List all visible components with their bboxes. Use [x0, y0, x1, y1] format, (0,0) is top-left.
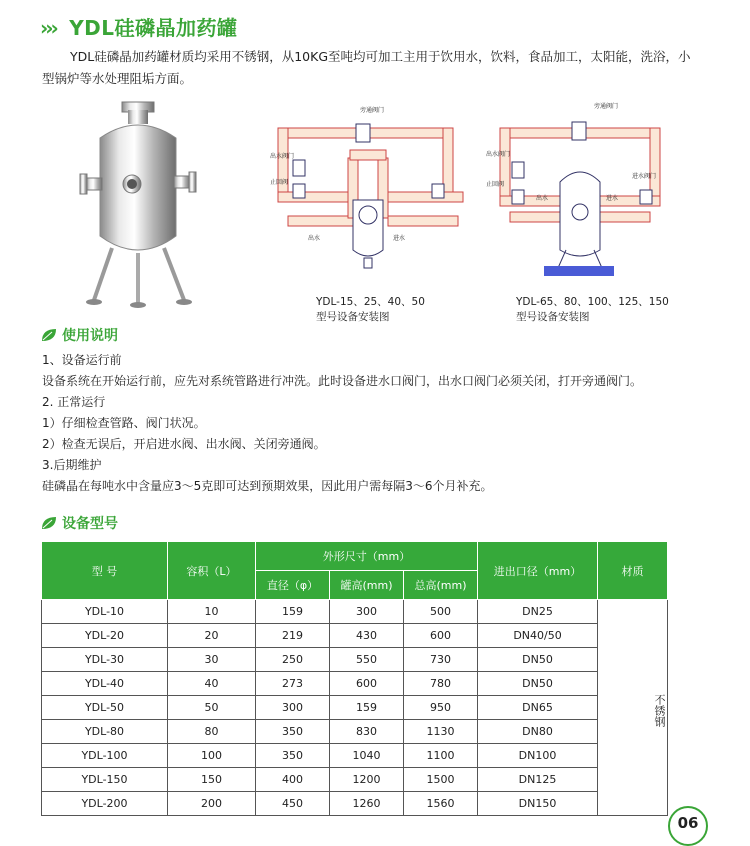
cell-port: DN25 [478, 600, 598, 624]
page-title [40, 12, 238, 41]
diagram2-label-outlet: 出水阀门 [486, 151, 511, 158]
usage-line-4: 1）仔细检查管路、阀门状况。 [42, 416, 206, 430]
table-row [42, 768, 668, 792]
diagram1-label-out: 出水 [308, 235, 321, 242]
header-material: 材质 [598, 542, 668, 600]
models-table [41, 541, 668, 816]
cell-tank-height: 300 [330, 600, 404, 624]
cell-tank-height: 159 [330, 696, 404, 720]
cell-port: DN80 [478, 720, 598, 744]
cell-volume: 40 [168, 672, 256, 696]
cell-tank-height: 430 [330, 624, 404, 648]
cell-port: DN125 [478, 768, 598, 792]
page-number: 06 [668, 806, 708, 846]
diagram2-label-bypass: 旁通阀门 [594, 103, 619, 110]
cell-volume: 50 [168, 696, 256, 720]
cell-model: YDL-30 [42, 648, 168, 672]
diagram2-caption-models: YDL-65、80、100、125、150 [516, 296, 669, 308]
installation-diagram-small [268, 100, 468, 280]
usage-heading [40, 325, 118, 345]
cell-tank-height: 1040 [330, 744, 404, 768]
header-port: 进出口径（mm） [478, 542, 598, 600]
diagram1-label-outlet: 出水阀门 [270, 153, 295, 160]
table-row [42, 672, 668, 696]
cell-volume: 20 [168, 624, 256, 648]
usage-heading-text: 使用说明 [62, 328, 118, 344]
diagram1-caption-text: 型号设备安装图 [316, 311, 390, 323]
cell-volume: 150 [168, 768, 256, 792]
leaf-icon [40, 327, 58, 343]
header-tank-height: 罐高(mm) [330, 571, 404, 600]
header-volume: 容积（L） [168, 542, 256, 600]
cell-port: DN50 [478, 648, 598, 672]
table-row [42, 720, 668, 744]
cell-total-height: 1130 [404, 720, 478, 744]
diagram2-caption [516, 295, 669, 325]
cell-total-height: 1560 [404, 792, 478, 816]
cell-volume: 30 [168, 648, 256, 672]
cell-model: YDL-200 [42, 792, 168, 816]
header-model: 型 号 [42, 542, 168, 600]
cell-diameter: 273 [256, 672, 330, 696]
cell-tank-height: 550 [330, 648, 404, 672]
leaf-icon [40, 515, 58, 531]
cell-material: 不锈钢 [598, 600, 668, 816]
usage-line-6: 3.后期维护 [42, 458, 102, 472]
diagram2-caption-text: 型号设备安装图 [516, 311, 590, 323]
usage-line-7: 硅磷晶在每吨水中含量应3～5克即可达到预期效果，因此用户需每隔3～6个月补充。 [42, 479, 493, 493]
diagram2-label-out: 出水 [536, 195, 549, 202]
cell-diameter: 350 [256, 744, 330, 768]
diagram2-label-inlet-valve: 进水阀门 [632, 173, 657, 180]
diagram2-label-in: 进水 [606, 195, 619, 202]
cell-total-height: 1100 [404, 744, 478, 768]
header-dimensions: 外形尺寸（mm） [256, 542, 478, 571]
cell-tank-height: 830 [330, 720, 404, 744]
cell-total-height: 500 [404, 600, 478, 624]
cell-port: DN65 [478, 696, 598, 720]
cell-tank-height: 1200 [330, 768, 404, 792]
diagram1-label-bypass: 旁通阀门 [360, 107, 385, 114]
table-row [42, 600, 668, 624]
cell-model: YDL-20 [42, 624, 168, 648]
intro-paragraph: YDL硅磷晶加药罐材质均采用不锈钢，从10KG至吨均可加工主用于饮用水，饮料，食品加工，太阳能，洗浴，小型锅炉等水处理阻垢方面。 [42, 49, 691, 86]
installation-diagram-large [482, 100, 672, 285]
usage-line-3: 2. 正常运行 [42, 395, 106, 409]
cell-volume: 80 [168, 720, 256, 744]
cell-port: DN50 [478, 672, 598, 696]
diagram2-label-stop: 止回阀 [486, 181, 505, 188]
diagram1-caption-models: YDL-15、25、40、50 [316, 296, 425, 308]
cell-total-height: 730 [404, 648, 478, 672]
usage-line-1: 1、设备运行前 [42, 353, 122, 367]
cell-port: DN40/50 [478, 624, 598, 648]
table-row [42, 648, 668, 672]
cell-total-height: 780 [404, 672, 478, 696]
cell-model: YDL-80 [42, 720, 168, 744]
cell-port: DN150 [478, 792, 598, 816]
page-title-text: YDL硅磷晶加药罐 [69, 16, 238, 40]
cell-diameter: 159 [256, 600, 330, 624]
cell-total-height: 600 [404, 624, 478, 648]
cell-diameter: 350 [256, 720, 330, 744]
header-total-height: 总高(mm) [404, 571, 478, 600]
cell-diameter: 300 [256, 696, 330, 720]
cell-diameter: 400 [256, 768, 330, 792]
diagram1-label-stop: 止回阀 [270, 179, 289, 186]
cell-volume: 10 [168, 600, 256, 624]
header-diameter: 直径（φ） [256, 571, 330, 600]
cell-total-height: 950 [404, 696, 478, 720]
models-heading-text: 设备型号 [62, 516, 118, 532]
usage-line-5: 2）检查无误后，开启进水阀、出水阀、关闭旁通阀。 [42, 437, 326, 451]
table-row [42, 744, 668, 768]
diagram1-label-in: 进水 [393, 235, 406, 242]
cell-model: YDL-10 [42, 600, 168, 624]
cell-model: YDL-50 [42, 696, 168, 720]
table-row [42, 624, 668, 648]
cell-model: YDL-100 [42, 744, 168, 768]
cell-volume: 100 [168, 744, 256, 768]
cell-model: YDL-150 [42, 768, 168, 792]
cell-volume: 200 [168, 792, 256, 816]
cell-total-height: 1500 [404, 768, 478, 792]
cell-port: DN100 [478, 744, 598, 768]
cell-diameter: 250 [256, 648, 330, 672]
chevrons-icon: ››› [40, 16, 56, 40]
cell-diameter: 450 [256, 792, 330, 816]
cell-tank-height: 600 [330, 672, 404, 696]
cell-model: YDL-40 [42, 672, 168, 696]
tank-photo [72, 98, 204, 310]
table-row [42, 792, 668, 816]
diagram1-caption [316, 295, 425, 325]
cell-diameter: 219 [256, 624, 330, 648]
usage-line-2: 设备系统在开始运行前，应先对系统管路进行冲洗。此时设备进水口阀门，出水口阀门必须关闭，打开旁通阀门。 [42, 374, 643, 388]
models-heading [40, 513, 118, 533]
cell-tank-height: 1260 [330, 792, 404, 816]
table-row [42, 696, 668, 720]
